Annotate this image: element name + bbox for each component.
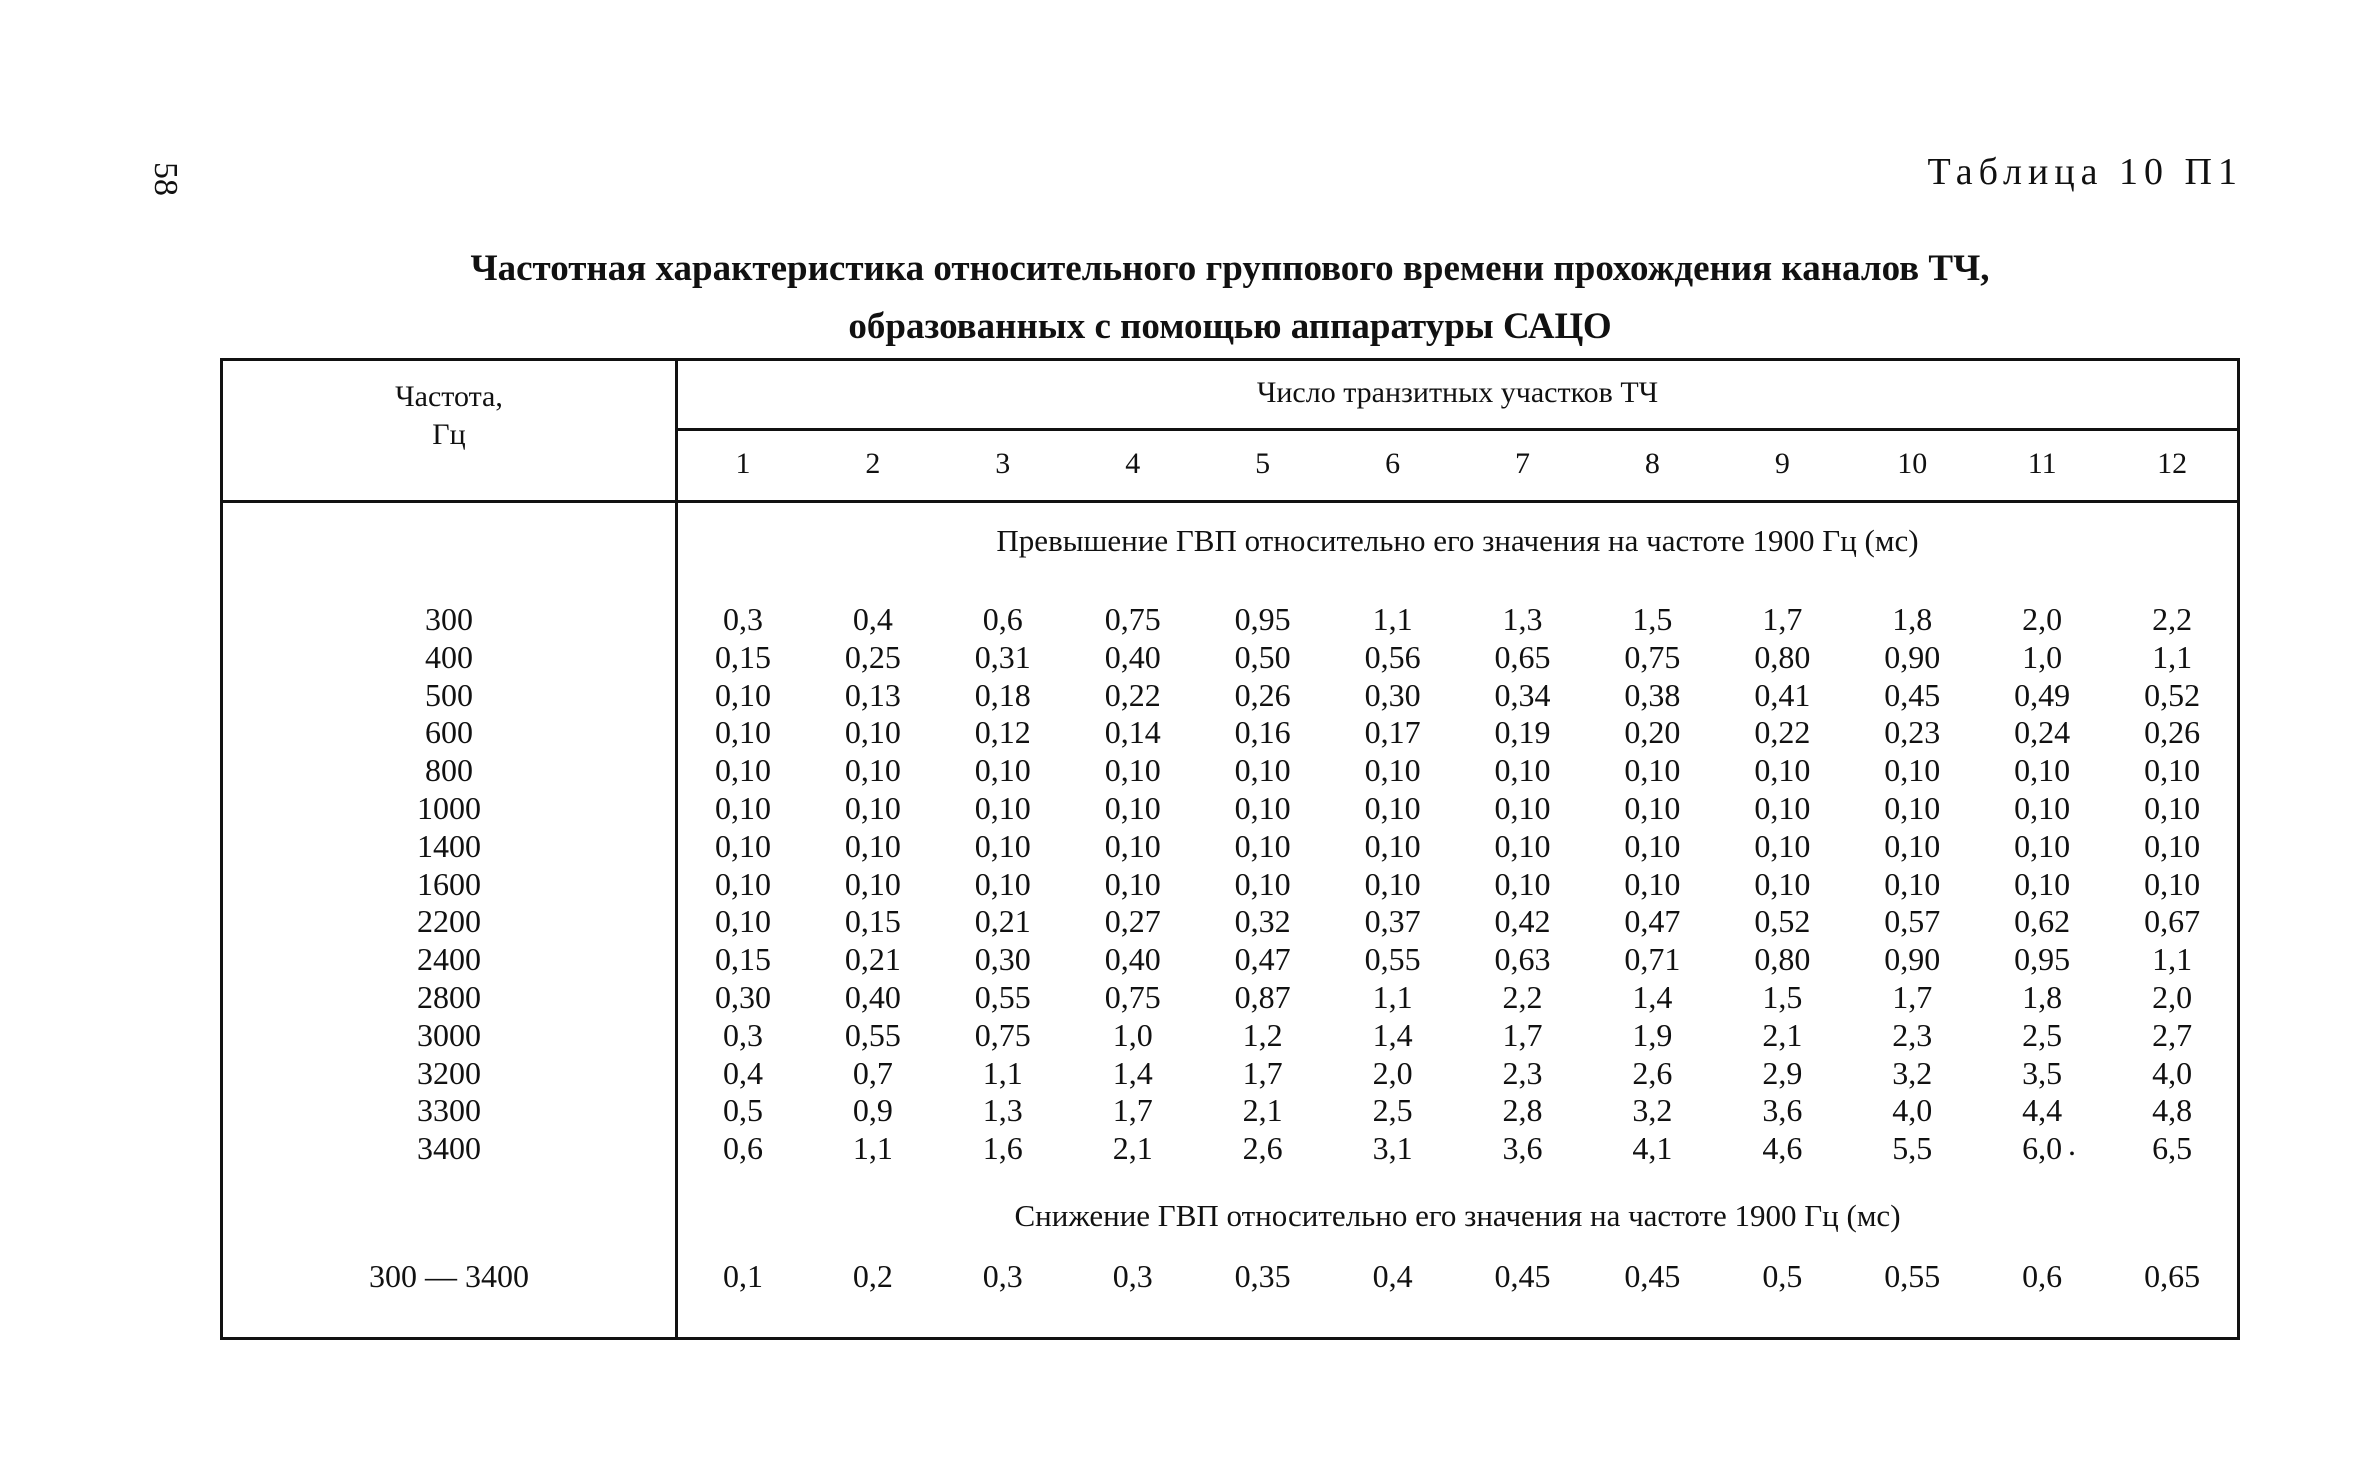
- table-title-line-1: Частотная характеристика относительного группового времени прохождения каналов ТЧ,: [470, 248, 1990, 289]
- table-cell: 0,80: [1754, 638, 1811, 675]
- table-cell: 0,75: [1104, 601, 1161, 637]
- table-cell: 0,10: [1624, 789, 1681, 826]
- table-cell: 0,10: [974, 752, 1031, 789]
- table-cell: 0,65: [2144, 1258, 2201, 1294]
- table-cell: 6,5: [2152, 1130, 2193, 1167]
- table-row: [678, 1017, 2237, 1055]
- table-cell: 0,56: [1364, 638, 1421, 675]
- column-number: 1: [735, 447, 751, 480]
- column-number: 10: [1897, 447, 1928, 480]
- table-cell: 0,26: [1234, 676, 1291, 713]
- table-cell: 0,23: [1884, 714, 1941, 751]
- table-cell: 0,10: [1104, 865, 1161, 902]
- table-cell: 0,30: [714, 978, 771, 1015]
- table-cell: 0,3: [722, 601, 763, 637]
- table-cell: 1,1: [1372, 978, 1413, 1015]
- table-cell: 0,6: [722, 1130, 763, 1167]
- table-cell: 0,21: [974, 903, 1031, 940]
- table-cell: 0,55: [844, 1016, 901, 1053]
- frequency-value: 600: [425, 714, 473, 751]
- table-cell: 0,40: [1104, 638, 1161, 675]
- table-cell: 0,30: [1364, 676, 1421, 713]
- table-cell: 0,22: [1104, 676, 1161, 713]
- table-cell: 0,62: [2014, 903, 2071, 940]
- table-cell: 2,2: [1502, 978, 1543, 1015]
- table-cell: 0,55: [1884, 1258, 1941, 1294]
- table-cell: 0,10: [2144, 752, 2201, 789]
- table-row: [678, 677, 2237, 715]
- table-cell: 0,50: [1234, 638, 1291, 675]
- table-cell: 0,15: [714, 638, 771, 675]
- table-cell: 3,5: [2022, 1054, 2063, 1091]
- table-row: [678, 979, 2237, 1017]
- table-row: [678, 714, 2237, 752]
- table-cell: 3,6: [1502, 1130, 1543, 1167]
- table-cell: 0,40: [1104, 941, 1161, 978]
- table-row: [678, 1055, 2237, 1093]
- table-cell: 0,45: [1624, 1258, 1681, 1294]
- table-row: [678, 828, 2237, 866]
- table-cell: 0,10: [974, 827, 1031, 864]
- table-cell: 4,1: [1632, 1130, 1673, 1167]
- table-cell: 0,42: [1494, 903, 1551, 940]
- table-cell: 0,12: [974, 714, 1031, 751]
- data-table: [220, 358, 2240, 1340]
- section-excess-title: Превышение ГВП относительно его значения на частоте 1900 Гц (мс): [996, 523, 1919, 558]
- table-cell: 0,3: [722, 1016, 763, 1053]
- table-cell: 0,10: [714, 865, 771, 902]
- table-cell: 1,4: [1632, 978, 1673, 1015]
- table-cell: 2,1: [1112, 1130, 1153, 1167]
- table-cell: 0,67: [2144, 903, 2201, 940]
- table-cell: 0,10: [974, 865, 1031, 902]
- table-cell: 2,1: [1242, 1092, 1283, 1129]
- table-cell: 0,10: [2014, 827, 2071, 864]
- table-cell: 2,0: [2152, 978, 2193, 1015]
- table-cell: 2,5: [2022, 1016, 2063, 1053]
- table-cell: 0,10: [1624, 827, 1681, 864]
- frequency-value: 3000: [417, 1016, 481, 1053]
- frequency-value: 2400: [417, 941, 481, 978]
- table-cell: 0,30: [974, 941, 1031, 978]
- table-cell: 0,19: [1494, 714, 1551, 751]
- table-cell: 0,2: [852, 1258, 893, 1294]
- table-cell: 0,47: [1234, 941, 1291, 978]
- table-cell: 1,3: [982, 1092, 1023, 1129]
- table-cell: 2,7: [2152, 1016, 2193, 1053]
- table-row: [678, 639, 2237, 677]
- frequency-value: 800: [425, 752, 473, 789]
- table-cell: 0,10: [1104, 752, 1161, 789]
- table-cell: 0,52: [2144, 676, 2201, 713]
- table-row: [678, 866, 2237, 904]
- table-cell: 0,10: [1884, 827, 1941, 864]
- table-cell: 3,1: [1372, 1130, 1413, 1167]
- table-row: [678, 601, 2237, 639]
- table-cell: 1,1: [2152, 638, 2193, 675]
- table-cell: 0,10: [844, 789, 901, 826]
- table-row: [678, 941, 2237, 979]
- table-cell: 2,9: [1762, 1054, 1803, 1091]
- table-cell: 0,40: [844, 978, 901, 1015]
- table-cell: 1,2: [1242, 1016, 1283, 1053]
- table-cell: 0,6: [2022, 1258, 2063, 1294]
- table-cell: 0,87: [1234, 978, 1291, 1015]
- table-cell: 1,7: [1502, 1016, 1543, 1053]
- stray-mark: .: [2068, 1126, 2076, 1162]
- column-number: 11: [2027, 447, 2057, 480]
- column-number: 3: [995, 447, 1011, 480]
- frequency-value: 300: [425, 601, 473, 637]
- table-row: [678, 1130, 2237, 1168]
- table-cell: 1,1: [982, 1054, 1023, 1091]
- table-cell: 5,5: [1892, 1130, 1933, 1167]
- table-cell: 0,57: [1884, 903, 1941, 940]
- table-cell: 2,8: [1502, 1092, 1543, 1129]
- table-cell: 0,90: [1884, 638, 1941, 675]
- table-cell: 0,80: [1754, 941, 1811, 978]
- table-cell: 0,10: [2144, 865, 2201, 902]
- table-cell: 0,10: [714, 903, 771, 940]
- table-cell: 3,2: [1892, 1054, 1933, 1091]
- frequency-range-label: 300 — 3400: [369, 1258, 529, 1294]
- section-decrease-values: [678, 1258, 2237, 1295]
- table-cell: 0,5: [722, 1092, 763, 1129]
- table-cell: 1,1: [852, 1130, 893, 1167]
- frequency-column: [223, 361, 678, 1337]
- table-cell: 0,10: [1754, 827, 1811, 864]
- frequency-value: 2200: [417, 903, 481, 940]
- table-cell: 0,75: [1104, 978, 1161, 1015]
- table-cell: 0,35: [1234, 1258, 1291, 1294]
- table-cell: 0,10: [2014, 865, 2071, 902]
- table-cell: 2,2: [2152, 601, 2193, 637]
- table-cell: 0,49: [2014, 676, 2071, 713]
- frequency-value: 3300: [417, 1092, 481, 1129]
- table-cell: 0,1: [722, 1258, 763, 1294]
- table-cell: 0,25: [844, 638, 901, 675]
- table-cell: 1,1: [1372, 601, 1413, 637]
- table-cell: 0,10: [974, 789, 1031, 826]
- table-cell: 1,5: [1632, 601, 1673, 637]
- table-cell: 2,3: [1502, 1054, 1543, 1091]
- frequency-value: 400: [425, 638, 473, 675]
- table-cell: 0,4: [722, 1054, 763, 1091]
- table-cell: 0,10: [714, 789, 771, 826]
- table-cell: 0,10: [844, 827, 901, 864]
- table-cell: 0,10: [1104, 827, 1161, 864]
- table-cell: 0,10: [1234, 865, 1291, 902]
- column-number: 2: [865, 447, 881, 480]
- table-cell: 0,26: [2144, 714, 2201, 751]
- table-cell: 0,10: [1494, 789, 1551, 826]
- table-cell: 0,10: [2014, 789, 2071, 826]
- table-cell: 6,0: [2022, 1130, 2063, 1167]
- table-cell: 0,37: [1364, 903, 1421, 940]
- table-cell: 0,14: [1104, 714, 1161, 751]
- table-title: [220, 240, 2240, 356]
- table-cell: 0,31: [974, 638, 1031, 675]
- table-cell: 2,3: [1892, 1016, 1933, 1053]
- table-cell: 0,10: [1364, 752, 1421, 789]
- table-cell: 0,75: [1624, 638, 1681, 675]
- table-cell: 4,0: [2152, 1054, 2193, 1091]
- page-number: 58: [147, 162, 184, 196]
- table-row: [678, 752, 2237, 790]
- table-cell: 0,10: [1364, 827, 1421, 864]
- table-cell: 0,32: [1234, 903, 1291, 940]
- frequency-value: 1000: [417, 789, 481, 826]
- table-cell: 0,16: [1234, 714, 1291, 751]
- table-cell: 0,10: [1494, 752, 1551, 789]
- table-cell: 0,45: [1884, 676, 1941, 713]
- table-cell: 0,5: [1762, 1258, 1803, 1294]
- table-cell: 0,10: [1494, 865, 1551, 902]
- table-cell: 4,0: [1892, 1092, 1933, 1129]
- table-row: [678, 1092, 2237, 1130]
- table-cell: 0,75: [974, 1016, 1031, 1053]
- table-cell: 4,6: [1762, 1130, 1803, 1167]
- table-cell: 0,21: [844, 941, 901, 978]
- frequency-values: [223, 601, 675, 1168]
- table-cell: 0,9: [852, 1092, 893, 1129]
- table-cell: 0,10: [714, 827, 771, 864]
- table-cell: 0,24: [2014, 714, 2071, 751]
- table-cell: 1,9: [1632, 1016, 1673, 1053]
- table-title-line-2: образованных с помощью аппаратуры САЦО: [848, 306, 1612, 347]
- table-cell: 1,1: [2152, 941, 2193, 978]
- column-number: 4: [1125, 447, 1141, 480]
- table-cell: 0,7: [852, 1054, 893, 1091]
- table-cell: 2,0: [1372, 1054, 1413, 1091]
- table-cell: 0,10: [1754, 752, 1811, 789]
- table-cell: 0,10: [1624, 752, 1681, 789]
- table-cell: 0,10: [844, 752, 901, 789]
- table-cell: 1,4: [1372, 1016, 1413, 1053]
- frequency-header-label: Частота,: [395, 379, 503, 413]
- table-cell: 2,0: [2022, 601, 2063, 637]
- table-cell: 1,4: [1112, 1054, 1153, 1091]
- table-cell: 0,10: [1494, 827, 1551, 864]
- table-cell: 1,7: [1762, 601, 1803, 637]
- table-cell: 0,10: [2144, 827, 2201, 864]
- table-cell: 0,10: [1234, 752, 1291, 789]
- table-cell: 0,45: [1494, 1258, 1551, 1294]
- column-number: 9: [1774, 447, 1790, 480]
- table-cell: 0,15: [714, 941, 771, 978]
- table-cell: 0,10: [714, 676, 771, 713]
- table-cell: 1,0: [1112, 1016, 1153, 1053]
- table-cell: 0,17: [1364, 714, 1421, 751]
- transit-sections-header: Число транзитных участков ТЧ: [678, 361, 2237, 431]
- table-cell: 0,10: [714, 714, 771, 751]
- table-cell: 4,4: [2022, 1092, 2063, 1129]
- frequency-value: 500: [425, 676, 473, 713]
- transit-section-numbers: [678, 431, 2237, 503]
- table-cell: 0,10: [2144, 789, 2201, 826]
- frequency-header-unit: Гц: [432, 417, 466, 451]
- table-cell: 0,63: [1494, 941, 1551, 978]
- table-cell: 1,8: [1892, 601, 1933, 637]
- section-excess-values: [678, 601, 2237, 1168]
- table-cell: 0,10: [1104, 789, 1161, 826]
- table-cell: 0,10: [1234, 827, 1291, 864]
- table-cell: 0,38: [1624, 676, 1681, 713]
- frequency-value: 3200: [417, 1054, 481, 1091]
- table-cell: 0,47: [1624, 903, 1681, 940]
- table-cell: 0,41: [1754, 676, 1811, 713]
- table-cell: 0,10: [844, 714, 901, 751]
- table-cell: 0,15: [844, 903, 901, 940]
- table-cell: 1,5: [1762, 978, 1803, 1015]
- column-number: 8: [1644, 447, 1660, 480]
- table-cell: 0,10: [1884, 789, 1941, 826]
- table-cell: 1,6: [982, 1130, 1023, 1167]
- table-cell: 0,18: [974, 676, 1031, 713]
- table-cell: 0,71: [1624, 941, 1681, 978]
- table-cell: 0,10: [1754, 865, 1811, 902]
- table-cell: 0,4: [1372, 1258, 1413, 1294]
- table-cell: 0,10: [844, 865, 901, 902]
- transit-sections-area: [678, 361, 2237, 1337]
- table-cell: 0,10: [1624, 865, 1681, 902]
- table-cell: 1,3: [1502, 601, 1543, 637]
- table-cell: 1,8: [2022, 978, 2063, 1015]
- table-cell: 0,10: [1234, 789, 1291, 826]
- table-cell: 0,13: [844, 676, 901, 713]
- table-cell: 1,7: [1112, 1092, 1153, 1129]
- table-cell: 0,27: [1104, 903, 1161, 940]
- table-cell: 0,22: [1754, 714, 1811, 751]
- table-label: Таблица 10 П1: [1927, 151, 2243, 193]
- table-cell: 0,10: [1364, 789, 1421, 826]
- frequency-value: 3400: [417, 1130, 481, 1167]
- table-cell: 1,0: [2022, 638, 2063, 675]
- table-cell: 1,7: [1892, 978, 1933, 1015]
- table-cell: 2,6: [1632, 1054, 1673, 1091]
- table-cell: 0,3: [982, 1258, 1023, 1294]
- table-cell: 2,6: [1242, 1130, 1283, 1167]
- table-cell: 0,52: [1754, 903, 1811, 940]
- table-cell: 0,6: [982, 601, 1023, 637]
- table-cell: 0,55: [1364, 941, 1421, 978]
- table-cell: 0,10: [1364, 865, 1421, 902]
- column-number: 7: [1514, 447, 1530, 480]
- table-cell: 0,90: [1884, 941, 1941, 978]
- table-cell: 1,7: [1242, 1054, 1283, 1091]
- table-cell: 0,65: [1494, 638, 1551, 675]
- table-cell: 0,10: [2014, 752, 2071, 789]
- frequency-value: 1400: [417, 827, 481, 864]
- frequency-header: [223, 361, 675, 503]
- table-cell: 0,10: [714, 752, 771, 789]
- table-cell: 0,55: [974, 978, 1031, 1015]
- table-row: [678, 790, 2237, 828]
- table-cell: 0,4: [852, 601, 893, 637]
- table-cell: 0,95: [2014, 941, 2071, 978]
- table-cell: 0,10: [1754, 789, 1811, 826]
- table-cell: 2,5: [1372, 1092, 1413, 1129]
- section-decrease-title: Снижение ГВП относительно его значения на частоте 1900 Гц (мс): [1014, 1198, 1901, 1233]
- table-cell: 3,2: [1632, 1092, 1673, 1129]
- column-number: 6: [1385, 447, 1401, 480]
- frequency-value: 2800: [417, 978, 481, 1015]
- frequency-value: 1600: [417, 865, 481, 902]
- table-cell: 0,34: [1494, 676, 1551, 713]
- table-cell: 2,1: [1762, 1016, 1803, 1053]
- table-cell: 3,6: [1762, 1092, 1803, 1129]
- table-cell: 0,95: [1234, 601, 1291, 637]
- table-cell: 0,3: [1112, 1258, 1153, 1294]
- table-row: [678, 903, 2237, 941]
- column-number: 5: [1255, 447, 1271, 480]
- table-cell: 0,10: [1884, 752, 1941, 789]
- table-cell: 0,10: [1884, 865, 1941, 902]
- table-cell: 0,20: [1624, 714, 1681, 751]
- column-number: 12: [2157, 447, 2188, 480]
- table-cell: 4,8: [2152, 1092, 2193, 1129]
